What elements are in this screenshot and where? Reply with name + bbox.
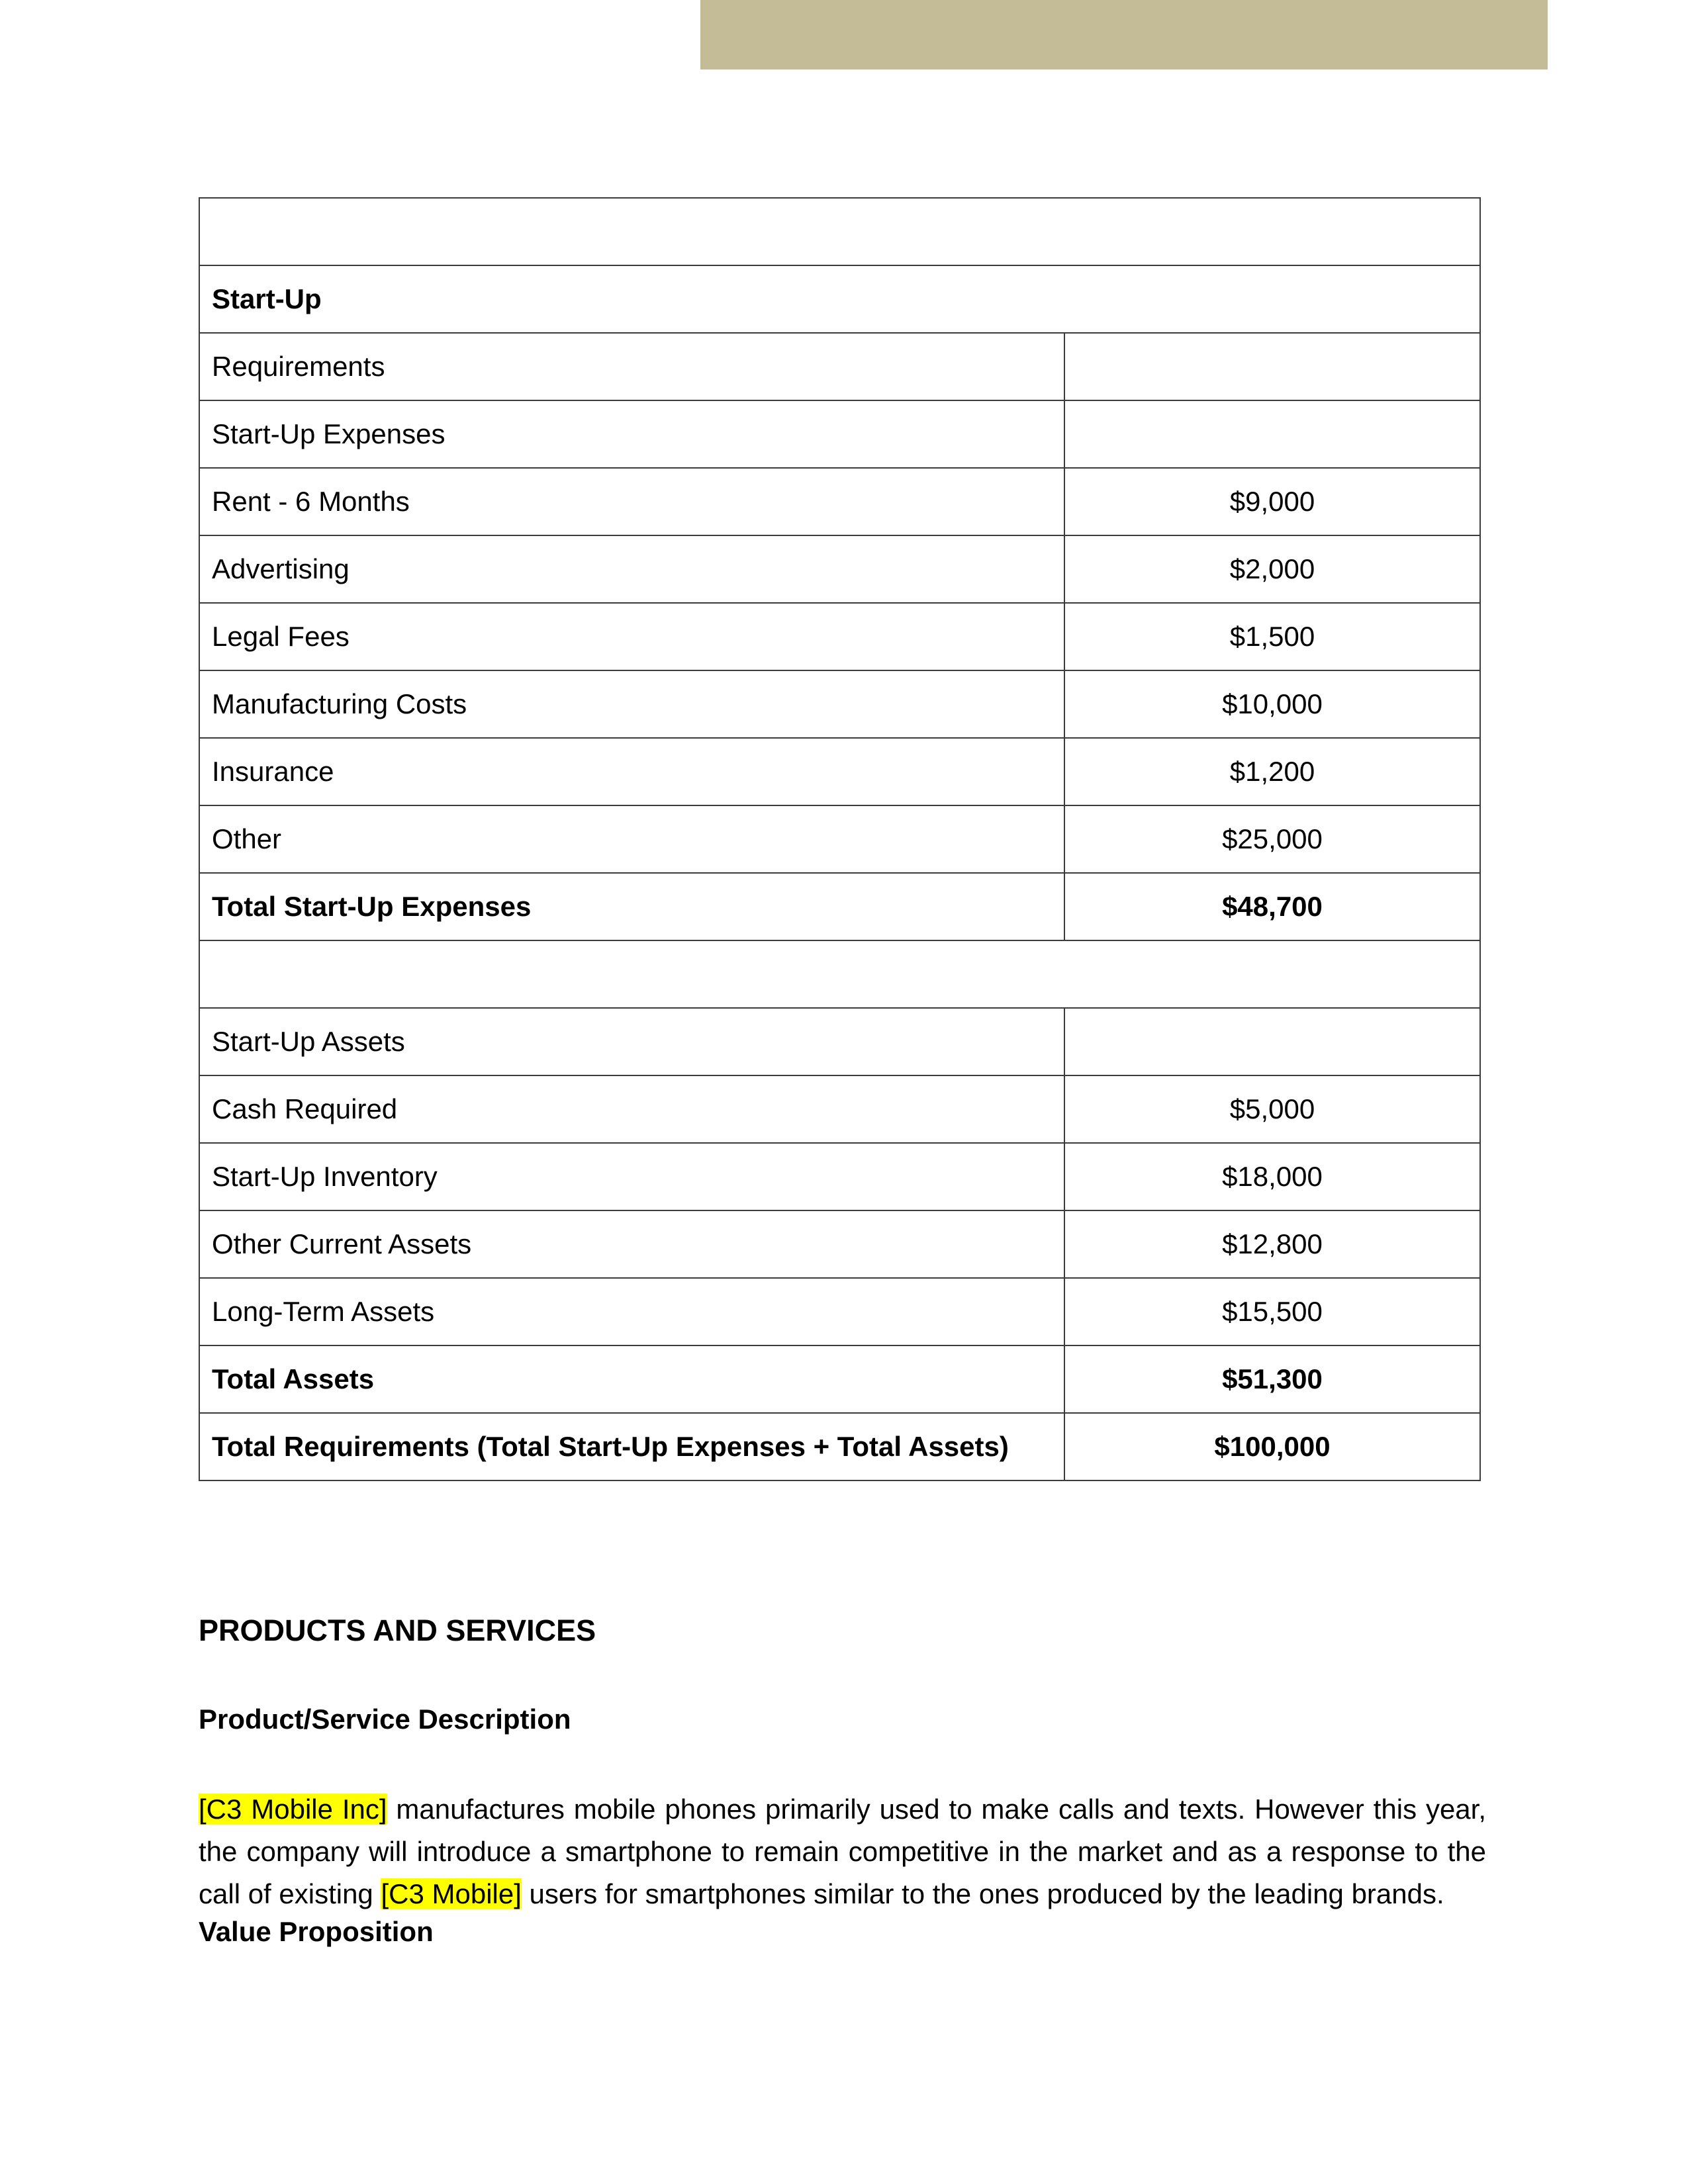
row-value: $5,000 — [1064, 1075, 1480, 1143]
row-label: Start-Up Inventory — [199, 1143, 1064, 1210]
highlighted-company-name: [C3 Mobile Inc] — [199, 1794, 387, 1825]
table-row — [199, 1143, 1480, 1210]
row-label: Total Start-Up Expenses — [199, 873, 1064, 940]
table-row — [199, 1278, 1480, 1345]
table-row — [199, 805, 1480, 873]
row-value — [1064, 1008, 1480, 1075]
table-row — [199, 333, 1480, 400]
row-label: Requirements — [199, 333, 1064, 400]
table-blank-header-row — [199, 198, 1480, 265]
row-value: $51,300 — [1064, 1345, 1480, 1413]
value-proposition-subheading: Value Proposition — [199, 1916, 434, 1947]
row-label: Advertising — [199, 535, 1064, 603]
table-grand-total-row — [199, 1413, 1480, 1480]
row-label: Other — [199, 805, 1064, 873]
row-value — [1064, 400, 1480, 468]
section-heading: PRODUCTS AND SERVICES — [199, 1614, 596, 1647]
row-label: Manufacturing Costs — [199, 670, 1064, 738]
row-value — [1064, 333, 1480, 400]
header-color-band — [700, 0, 1548, 69]
row-value: $2,000 — [1064, 535, 1480, 603]
startup-requirements-table — [199, 197, 1481, 1481]
row-value: $48,700 — [1064, 873, 1480, 940]
highlighted-brand-name: [C3 Mobile] — [381, 1878, 522, 1909]
row-label: Legal Fees — [199, 603, 1064, 670]
row-label: Insurance — [199, 738, 1064, 805]
row-value: $18,000 — [1064, 1143, 1480, 1210]
row-label: Total Assets — [199, 1345, 1064, 1413]
table-row — [199, 400, 1480, 468]
row-value: $9,000 — [1064, 468, 1480, 535]
row-label: Other Current Assets — [199, 1210, 1064, 1278]
paragraph-text: users for smartphones similar to the ones produced by the leading brands. — [521, 1878, 1444, 1909]
row-value: $12,800 — [1064, 1210, 1480, 1278]
row-label: Cash Required — [199, 1075, 1064, 1143]
row-value: $10,000 — [1064, 670, 1480, 738]
table-row — [199, 535, 1480, 603]
table-row — [199, 670, 1480, 738]
row-value: $100,000 — [1064, 1413, 1480, 1480]
row-value: $1,200 — [1064, 738, 1480, 805]
table-total-row — [199, 873, 1480, 940]
table-row — [199, 1075, 1480, 1143]
table-section-title: Start-Up — [199, 265, 1480, 333]
product-description-subheading: Product/Service Description — [199, 1704, 571, 1735]
paragraph-text: manufactures mobile phones primarily used to make calls and texts. However this year, the company will introduce a smartphone to remain competitive in the market and as a response to the call of existing — [199, 1794, 1487, 1909]
table-blank-spacer-row — [199, 940, 1480, 1008]
row-value: $25,000 — [1064, 805, 1480, 873]
row-value: $15,500 — [1064, 1278, 1480, 1345]
row-label: Start-Up Expenses — [199, 400, 1064, 468]
product-description-paragraph — [199, 1788, 1486, 1915]
table-row — [199, 603, 1480, 670]
table-title-row — [199, 265, 1480, 333]
row-label: Rent - 6 Months — [199, 468, 1064, 535]
table-row — [199, 468, 1480, 535]
row-label: Total Requirements (Total Start-Up Expenses + Total Assets) — [199, 1413, 1064, 1480]
table-total-row — [199, 1345, 1480, 1413]
table-row — [199, 1210, 1480, 1278]
row-label: Start-Up Assets — [199, 1008, 1064, 1075]
row-value: $1,500 — [1064, 603, 1480, 670]
table-row — [199, 738, 1480, 805]
table-row — [199, 1008, 1480, 1075]
row-label: Long-Term Assets — [199, 1278, 1064, 1345]
